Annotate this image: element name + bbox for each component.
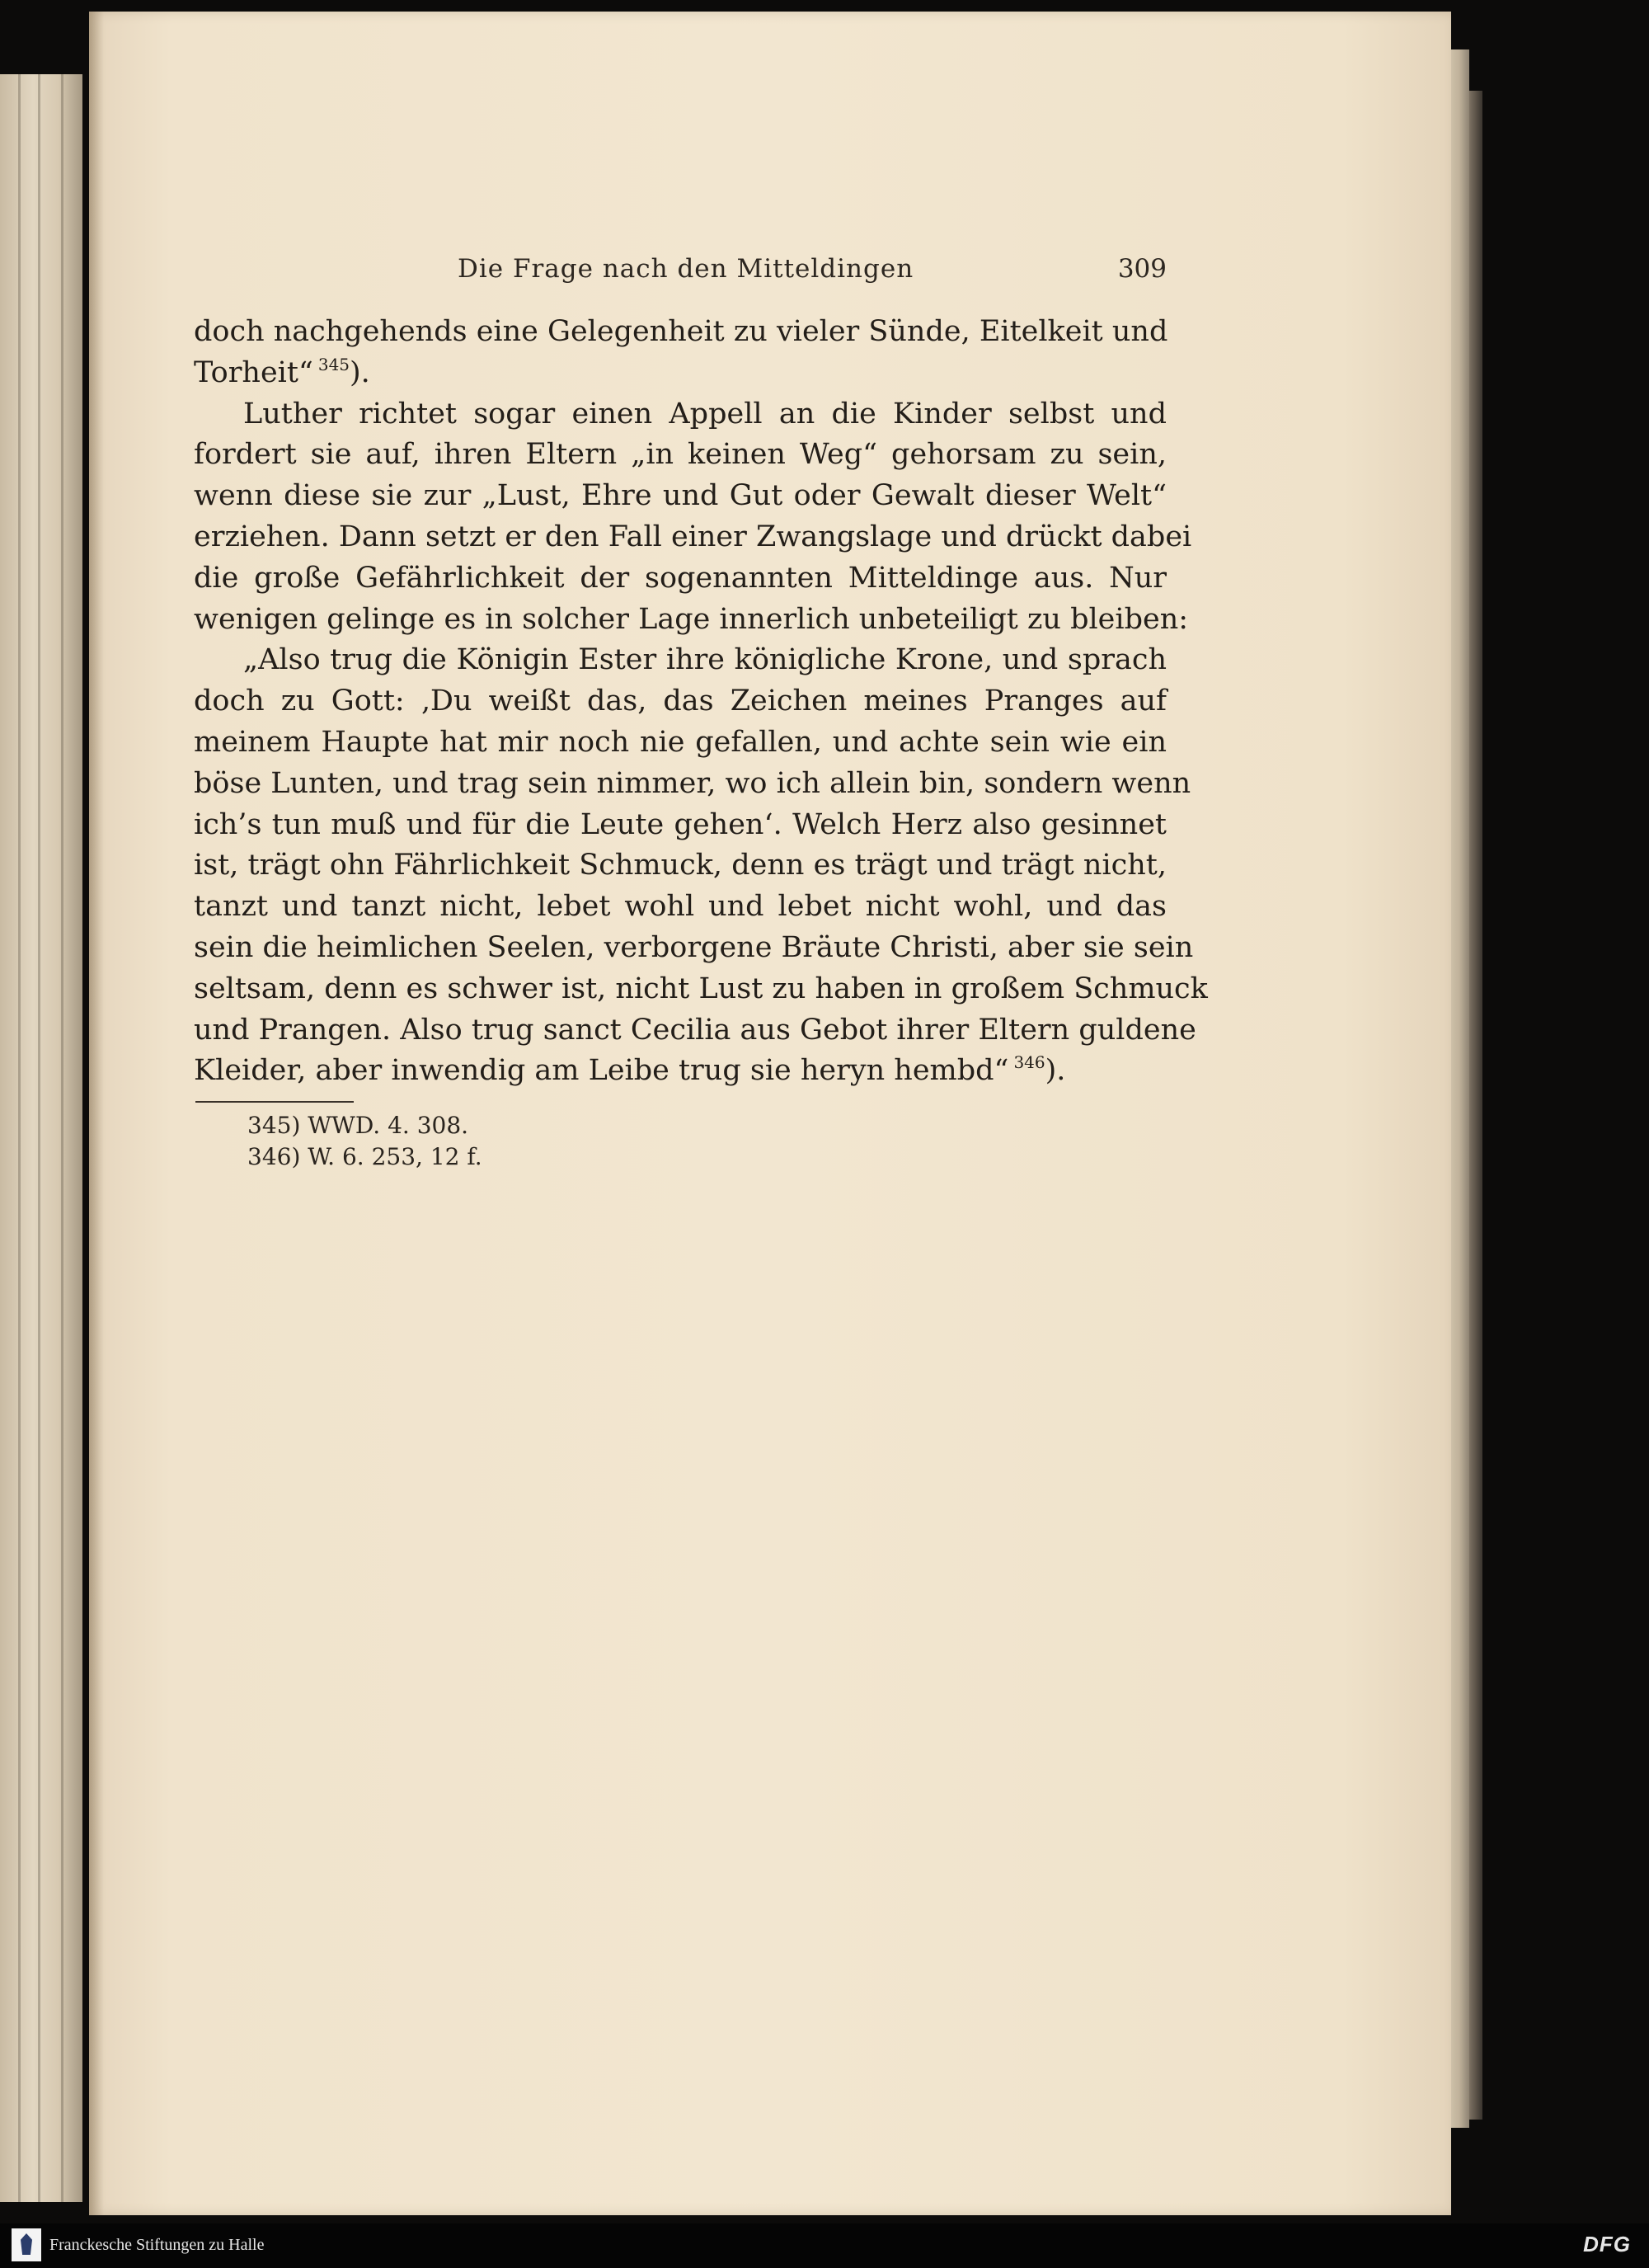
text-line: ist, trägt ohn Fährlichkeit Schmuck, denn es trägt und trägt nicht, — [194, 849, 1167, 882]
text-line: die große Gefährlichkeit der sogenannten Mitteldinge aus. Nur — [194, 561, 1167, 595]
text-fragment: Kleider, aber inwendig am Leibe trug sie heryn hembd“ — [194, 1054, 1009, 1088]
dfg-logo: DFG — [1583, 2232, 1631, 2256]
text-line: wenn diese sie zur „Lust, Ehre und Gut oder Gewalt dieser Welt“ — [194, 479, 1167, 513]
library-name: Franckesche Stiftungen zu Halle — [49, 2236, 265, 2254]
text-line: doch zu Gott: ‚Du weißt das, das Zeichen meines Pranges auf — [194, 685, 1167, 718]
text-line: seltsam, denn es schwer ist, nicht Lust zu haben in großem Schmuck — [194, 972, 1208, 1005]
body-text — [194, 312, 1208, 1092]
text-line: böse Lunten, und trag sein nimmer, wo ich allein bin, sondern wenn — [194, 766, 1191, 800]
footnote-346: 346) W. 6. 253, 12 f. — [247, 1143, 482, 1170]
footnote-rule — [195, 1101, 354, 1103]
page-gutter — [89, 12, 104, 2215]
text-fragment: ). — [1045, 1054, 1066, 1088]
text-line: Luther richtet sogar einen Appell an die Kinder selbst und — [243, 397, 1167, 431]
text-fragment: Torheit“ — [194, 355, 313, 389]
library-logo-icon — [12, 2228, 41, 2261]
page-number: 309 — [1117, 254, 1167, 284]
text-line — [194, 1051, 1167, 1092]
text-fragment: ). — [350, 355, 370, 389]
facing-page-edge — [0, 74, 82, 2202]
text-line: ich’s tun muß und für die Leute gehen‘. Welch Herz also gesinnet — [194, 807, 1167, 841]
footnotes — [247, 1110, 742, 1173]
footnote-ref-345: 345 — [317, 354, 350, 374]
text-line: „Also trug die Königin Ester ihre königliche Krone, und sprach — [243, 643, 1167, 677]
text-line: doch nachgehends eine Gelegenheit zu vieler Sünde, Eitelkeit und — [194, 315, 1168, 348]
footnote-ref-346: 346 — [1013, 1052, 1045, 1073]
viewer-footer-bar — [0, 2223, 1649, 2268]
text-line: tanzt und tanzt nicht, lebet wohl und lebet nicht wohl, und das — [194, 890, 1167, 924]
running-header — [458, 254, 1167, 287]
text-line: sein die heimlichen Seelen, verborgene Bräute Christi, aber sie sein — [194, 930, 1194, 964]
text-line: fordert sie auf, ihren Eltern „in keinen Weg“ gehorsam zu sein, — [194, 438, 1167, 472]
running-title: Die Frage nach den Mitteldingen — [458, 254, 914, 284]
text-line: und Prangen. Also trug sanct Cecilia aus Gebot ihrer Eltern guldene — [194, 1013, 1196, 1047]
text-line: erziehen. Dann setzt er den Fall einer Zwangslage und drückt dabei — [194, 520, 1192, 553]
text-line: wenigen gelinge es in solcher Lage innerlich unbeteiligt zu bleiben: — [194, 602, 1189, 636]
footnote-345: 345) WWD. 4. 308. — [247, 1112, 469, 1139]
book-cover-edge — [1469, 91, 1482, 2120]
text-line: meinem Haupte hat mir noch nie gefallen, und achte sein wie ein — [194, 725, 1167, 759]
text-line — [194, 353, 1167, 394]
